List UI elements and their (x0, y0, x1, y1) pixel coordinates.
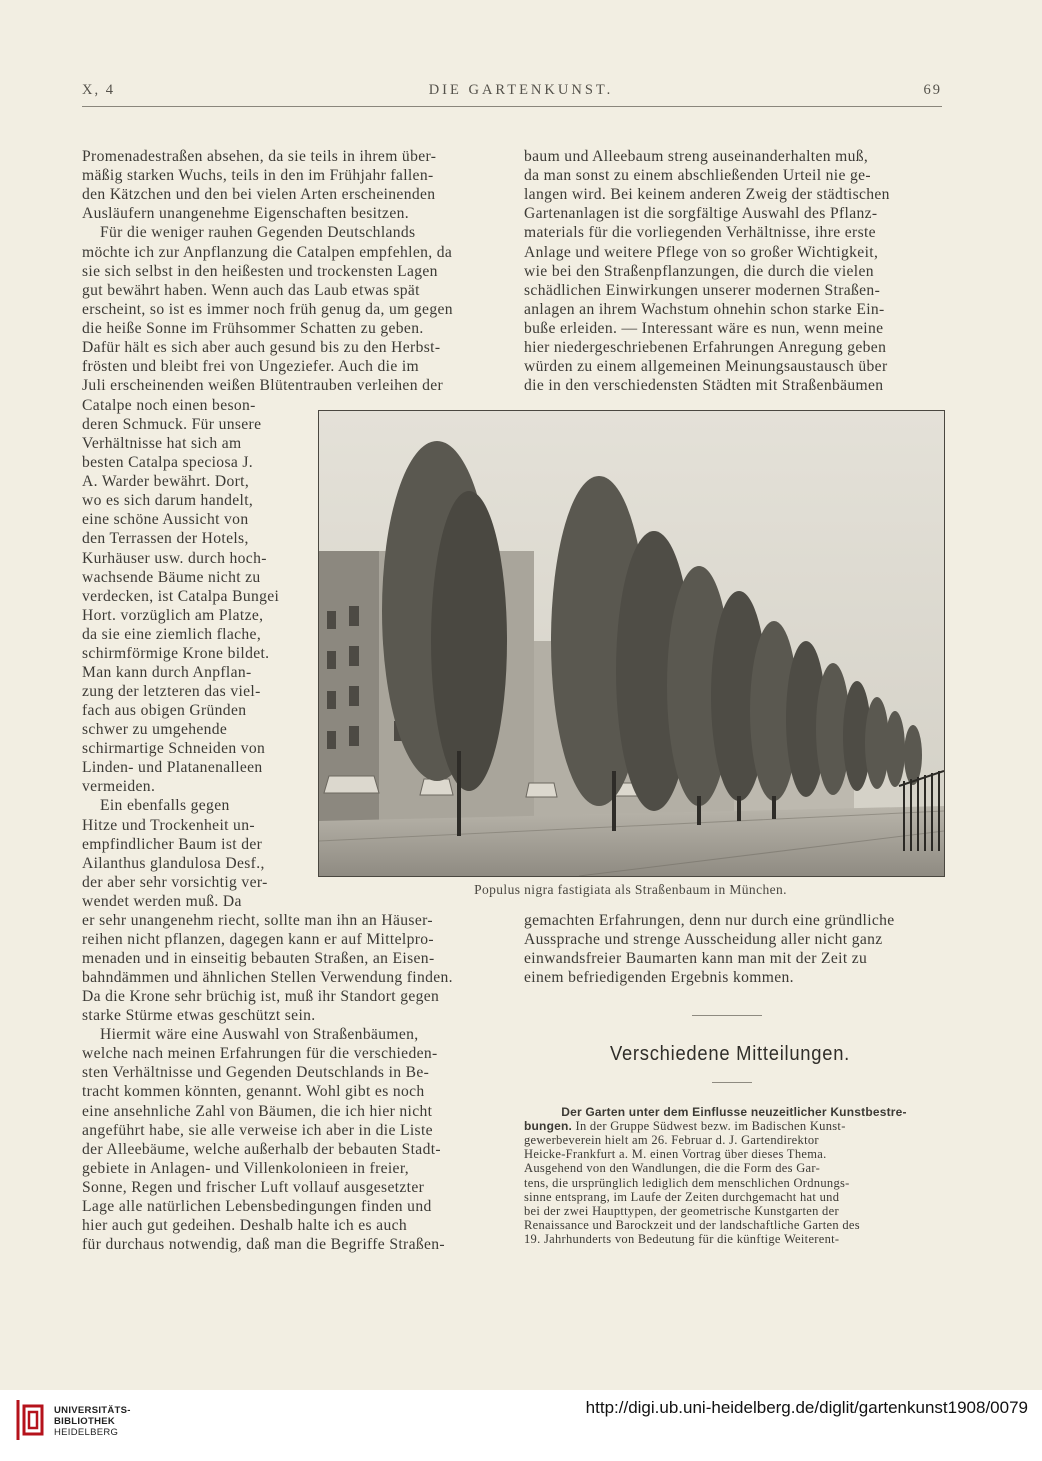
street-photograph (318, 410, 945, 877)
left-narrow-line: schirmförmige Krone bildet. (82, 644, 270, 662)
right-top-line: buße erleiden. — Interessant wäre es nun, wenn meine (524, 319, 884, 337)
right-top-line: materials für die vorliegenden Verhältnisse, ihre erste (524, 224, 876, 242)
page-number: 69 (923, 82, 942, 98)
news-line: gewerbeverein hielt am 26. Februar d. J. Gartendirektor (524, 1133, 819, 1147)
left-narrow-line: verdecken, ist Catalpa Bungei (82, 587, 280, 605)
left-top-line: sie sich selbst in den heißesten und trockensten Lagen (82, 262, 438, 280)
left-narrow-line: deren Schmuck. Für unsere (82, 416, 262, 434)
left-narrow-line: vermeiden. (82, 778, 156, 796)
left-top-line: Dafür hält es sich aber auch gesund bis zu den Herbst- (82, 339, 441, 356)
left-top-line: Ausläufern unangenehme Eigenschaften besitzen. (82, 205, 409, 223)
left-narrow-line: zung der letzteren das viel- (82, 683, 261, 701)
permalink-url[interactable]: http://digi.ub.uni-heidelberg.de/diglit/gartenkunst1908/0079 (585, 1398, 1028, 1417)
left-narrow-line: eine schöne Aussicht von (82, 511, 249, 529)
right-mid-line: einem befriedigenden Ergebnis kommen. (524, 969, 794, 987)
news-heading-end: bungen. (524, 1119, 573, 1133)
right-top-line: da man sonst zu einem abschließenden Urteil nie ge- (524, 167, 871, 185)
left-bottom-line: bahndämmen und ähnlichen Stellen Verwendung finden. (82, 969, 453, 987)
left-bottom-line: der Alleebäume, welche außerhalb der bebauten Stadt- (82, 1140, 441, 1158)
news-line: Heicke-Frankfurt a. M. einen Vortrag über dieses Thema. (524, 1147, 827, 1162)
news-line: 19. Jahrhunderts von Bedeutung für die künftige Weiterent- (524, 1232, 840, 1247)
left-top-line: den Kätzchen und den bei vielen Arten erscheinenden (82, 186, 436, 204)
news-line: bei der zwei Haupttypen, der geometrische Kunstgarten der (524, 1204, 839, 1218)
right-mid-line: Aussprache und strenge Ausscheidung aller nicht ganz (524, 931, 883, 949)
left-top-line: erscheint, so ist es immer noch früh genug da, um gegen (82, 300, 453, 318)
right-top-line: würden zu einem allgemeinen Meinungsaustausch über (524, 358, 888, 376)
right-top-line: die in den verschiedensten Städten mit Straßenbäumen (524, 377, 884, 395)
section-rule-top (692, 1015, 762, 1016)
left-top-line: möchte ich zur Anpflanzung die Catalpen empfehlen, da (82, 243, 453, 261)
left-top-line: Für die weniger rauhen Gegenden Deutschlands (100, 224, 416, 242)
left-top-line: gut bewährt haben. Wenn auch das Laub etwas spät (82, 281, 420, 299)
header-rule (82, 106, 942, 107)
left-narrow-line: wendet werden muß. Da (82, 892, 242, 910)
right-mid-line: einwandsfreier Baumarten kann man mit der Zeit zu (524, 950, 868, 968)
figure-caption: Populus nigra fastigiata als Straßenbaum in München. (474, 882, 787, 897)
left-bottom-line: für durchaus notwendig, daß man die Begriffe Straßen- (82, 1235, 445, 1253)
left-bottom-line: Hiermit wäre eine Auswahl von Straßenbäumen, (100, 1026, 419, 1044)
left-top-line: Juli erscheinenden weißen Blütentrauben verleihen der (82, 377, 444, 395)
left-narrow-line: da sie eine ziemlich flache, (82, 625, 262, 643)
left-bottom-line: hier auch gut gedeihen. Deshalb halte ich es auch (82, 1216, 408, 1234)
left-narrow-line: wachsende Bäume nicht zu (82, 568, 261, 586)
left-top-line: die heiße Sonne im Frühsommer Schatten zu geben. (82, 319, 424, 337)
left-narrow-line: fach aus obigen Gründen (82, 702, 247, 720)
left-narrow-line: Ailanthus glandulosa Desf., (82, 854, 265, 872)
left-bottom-line: tracht kommen könnten, genannt. Wohl gibt es noch (82, 1083, 425, 1101)
left-narrow-line: Kurhäuser usw. durch hoch- (82, 549, 267, 567)
left-narrow-line: Catalpe noch einen beson- (82, 397, 256, 414)
left-bottom-line: reihen nicht pflanzen, dagegen kann er auf Mittelpro- (82, 931, 434, 949)
left-bottom-line: gebiete in Anlagen- und Villenkolonieen in freier, (82, 1159, 409, 1177)
left-bottom-line: Sonne, Regen und frischer Luft vollauf ausgesetzter (82, 1178, 425, 1196)
left-narrow-line: besten Catalpa speciosa J. (82, 454, 254, 472)
left-narrow-line: wo es sich darum handelt, (82, 492, 254, 510)
left-narrow-line: schirmartige Schneiden von (82, 740, 266, 758)
left-narrow-line: empfindlicher Baum ist der (82, 835, 263, 853)
section-title: Verschiedene Mitteilungen. (609, 1043, 851, 1065)
left-bottom-line: angeführt habe, sie alle verweise ich aber in die Liste (82, 1121, 433, 1139)
right-top-line: wie bei den Straßenpflanzungen, die durch die vielen (524, 262, 874, 280)
left-top-line: frösten und bleibt frei von Ungeziefer. Auch die im (82, 358, 419, 376)
right-top-line: schädlichen Einwirkungen unserer modernen Straßen- (524, 281, 881, 299)
library-name (54, 1405, 131, 1438)
news-line: Ausgehend von den Wandlungen, die die Form des Gar- (524, 1161, 821, 1176)
left-bottom-line: welche nach meinen Erfahrungen für die verschieden- (82, 1045, 438, 1063)
left-top-line: mäßig starken Wuchs, teils in den im Frühjahr fallen- (82, 167, 434, 185)
left-narrow-line: Linden- und Platanenalleen (82, 759, 263, 777)
right-mid-line: gemachten Erfahrungen, denn nur durch eine gründliche (524, 912, 895, 929)
news-first-line: In der Gruppe Südwest bezw. im Badischen Kunst- (572, 1119, 846, 1133)
news-heading-line1 (524, 1105, 944, 1119)
library-logo-icon (14, 1398, 46, 1442)
left-bottom-line: Lage alle natürlichen Lebensbedingungen finden und (82, 1197, 432, 1215)
volume-number: X, 4 (82, 82, 115, 98)
left-bottom-line: er sehr unangenehm riecht, sollte man ihn an Häuser- (82, 912, 433, 929)
running-title: DIE GARTENKUNST. (428, 82, 614, 98)
right-top-line: Gartenanlagen ist die sorgfältige Auswahl des Pflanz- (524, 205, 878, 223)
left-narrow-line: A. Warder bewährt. Dort, (82, 473, 250, 491)
left-narrow-line: den Terrassen der Hotels, (82, 530, 249, 548)
library-name-line3: HEIDELBERG (54, 1427, 119, 1438)
news-heading-line2 (524, 1119, 944, 1133)
section-rule-bottom (712, 1082, 752, 1083)
right-top-line: hier niedergeschriebenen Erfahrungen Anregung geben (524, 339, 887, 356)
news-line: Renaissance und Barockzeit und der landschaftliche Garten des (524, 1218, 860, 1233)
left-bottom-line: eine ansehnliche Zahl von Bäumen, die ich hier nicht (82, 1102, 433, 1120)
left-top-line: Promenadestraßen absehen, da sie teils in ihrem über- (82, 148, 437, 165)
left-narrow-line: Hitze und Trockenheit un- (82, 816, 255, 834)
left-narrow-line: Man kann durch Anpflan- (82, 663, 252, 681)
left-narrow-line: der aber sehr vorsichtig ver- (82, 873, 268, 891)
left-narrow-line: schwer zu umgehende (82, 721, 228, 739)
left-narrow-line: Ein ebenfalls gegen (100, 797, 230, 815)
right-top-line: baum und Alleebaum streng auseinanderhalten muß, (524, 148, 869, 165)
left-narrow-line: Verhältnisse hat sich am (82, 435, 242, 453)
library-name-line2: BIBLIOTHEK (54, 1416, 116, 1427)
left-bottom-line: starke Stürme etwas geschützt sein. (82, 1007, 316, 1025)
right-top-line: Anlage und weitere Pflege von so großer Wichtigkeit, (524, 243, 879, 261)
left-bottom-line: Da die Krone sehr brüchig ist, muß ihr Standort gegen (82, 988, 440, 1006)
left-narrow-line: Hort. vorzüglich am Platze, (82, 606, 264, 624)
left-bottom-line: menaden und in einseitig bebauten Straßen, an Eisen- (82, 950, 435, 968)
right-top-line: anlagen an ihrem Wachstum ohnehin schon starke Ein- (524, 300, 885, 318)
news-heading: Der Garten unter dem Einflusse neuzeitlicher Kunstbestre- (561, 1105, 907, 1119)
news-line: sinne entsprang, im Laufe der Zeiten durchgemacht hat und (524, 1189, 840, 1204)
library-name-line1: UNIVERSITÄTS- (54, 1405, 131, 1416)
news-line: tens, die ursprünglich lediglich dem menschlichen Ordnungs- (524, 1175, 850, 1190)
right-top-line: langen wird. Bei keinem anderen Zweig der städtischen (524, 186, 890, 204)
left-bottom-line: sten Verhältnisse und Gegenden Deutschlands in Be- (82, 1064, 430, 1082)
